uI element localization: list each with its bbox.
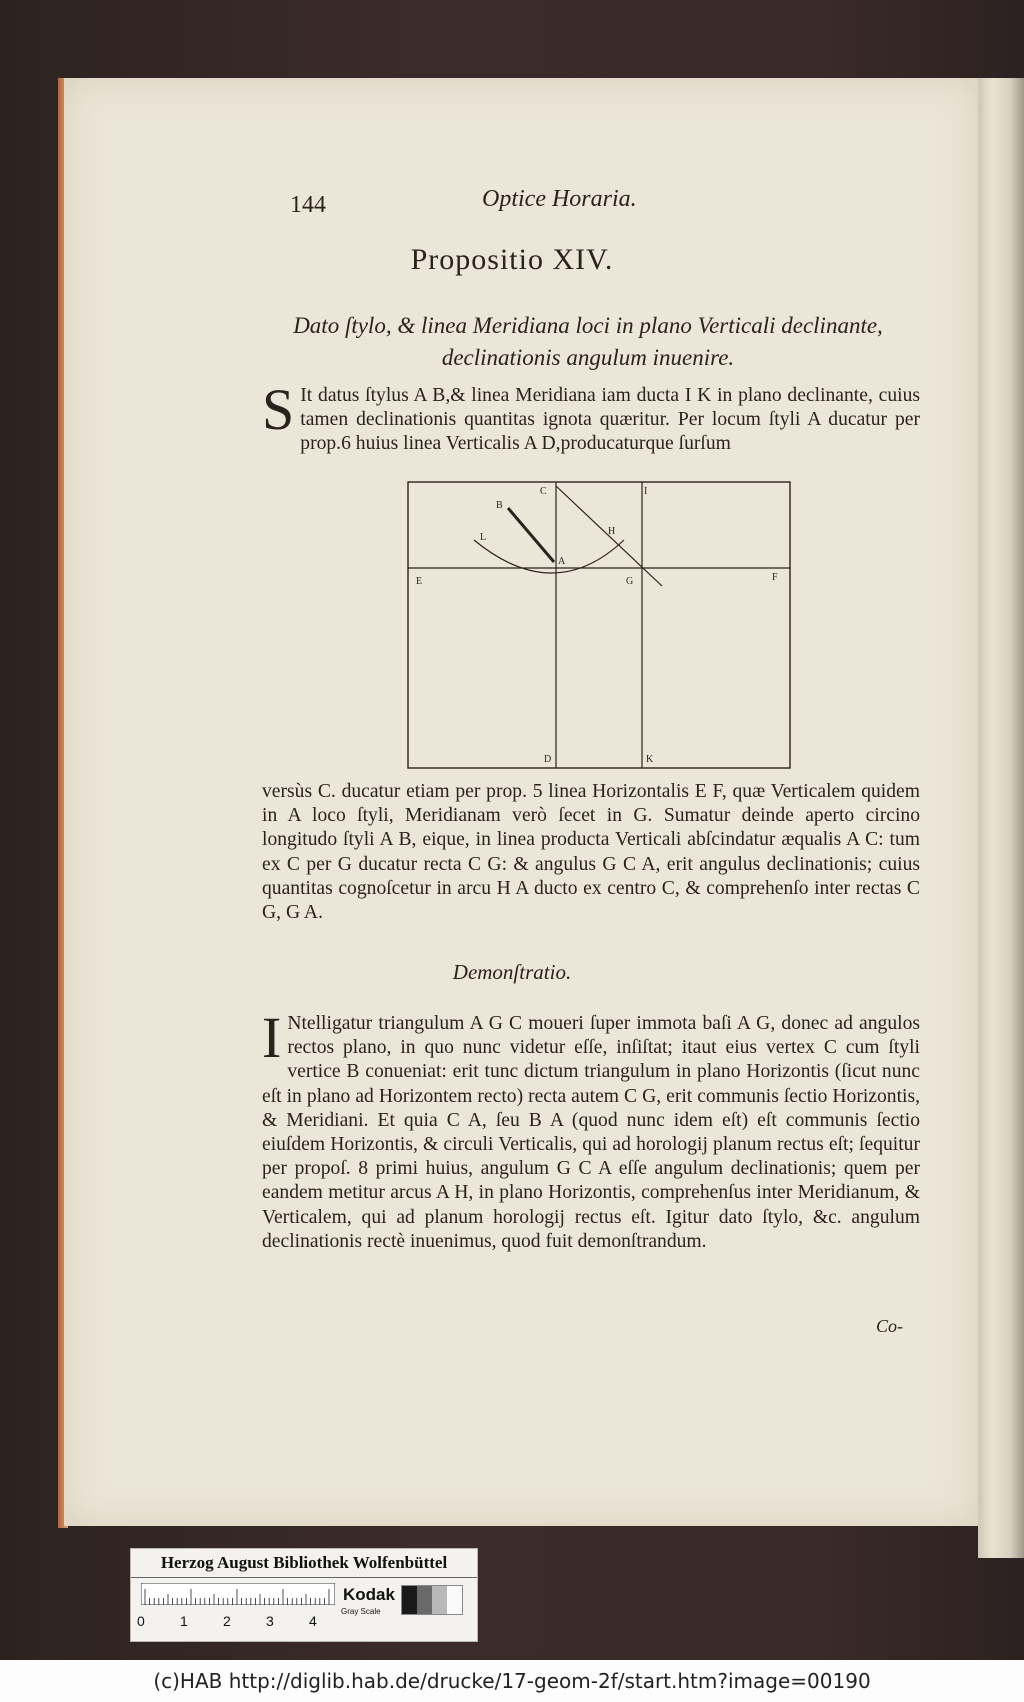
swatch-dark-gray — [417, 1586, 432, 1614]
label-K: K — [646, 754, 654, 765]
page-number: 144 — [290, 192, 326, 218]
paragraph-1-text: SIt datus ſtylus A B,& linea Meridiana iam ducta I K in plano declinante, cuius tamen declinationis quantitas ignota quæritur. Per locum ſtyli A ducatur per prop.6 huius linea Verticalis A D,producaturque ſurſum — [262, 377, 920, 455]
label-C: C — [540, 486, 547, 497]
label-D: D — [544, 754, 552, 765]
paragraph-3-text: INtelligatur triangulum A G C moueri ſuper immota baſi A G, donec ad angulos rectos plano, in quo nunc videtur eſſe, inſiſtat; itaut eius vertex C cum ſtyli vertice B conueniat: erit tunc dictum triangulum in plano Horizontis (ſicut nunc eſt in plano ad Horizontem recto) recta autem C G, erit communis ſectio Horizontis, & Meridiani. Et quia C A, ſeu B A (quod nunc idem eſt) eſt communis ſectio eiuſdem Horizontis, & circuli Verticalis, qui ad horologij planum rectus eſt; ſequitur per propoſ. 8 primi huius, angulum G C A eſſe angulum declinationis; quem per eandem metitur arcus A H, in plano Horizontis, comprehenſus inter Meridianum, & Verticalem, qui ad planum horologij rectus eſt. Igitur dato ſtylo, &c. angulum declinationis rectè inuenimus, quod fuit demonſtrandum. — [262, 1005, 920, 1252]
swatch-white — [447, 1586, 462, 1614]
paragraph-1 — [262, 377, 920, 457]
demonstration-title: Demonſtratio. — [452, 960, 572, 984]
label-L: L — [480, 532, 487, 543]
ruler-label-4: 4 — [309, 1613, 317, 1629]
label-E: E — [416, 576, 423, 587]
running-title: Optice Horaria. — [482, 186, 637, 212]
library-color-card — [130, 1548, 478, 1642]
label-A: A — [558, 556, 566, 567]
citation-footer: (c)HAB http://diglib.hab.de/drucke/17-geom-2f/start.htm?image=00190 — [0, 1660, 1024, 1702]
label-G: G — [626, 576, 634, 587]
proposition-title: Propositio XIV. — [410, 243, 614, 276]
ruler-label-0: 0 — [137, 1613, 145, 1629]
kodak-brand: Kodak — [343, 1585, 395, 1604]
label-F: F — [772, 572, 778, 583]
swatch-black — [402, 1586, 417, 1614]
proposition-enunciation: Dato ſtylo, & linea Meridiana loci in plano Verticali declinante, declinationis angulum inuenire. — [293, 313, 883, 370]
catchword: Co- — [876, 1316, 903, 1336]
swatch-light-gray — [432, 1586, 447, 1614]
label-I: I — [644, 486, 648, 497]
label-B: B — [496, 500, 503, 511]
facing-page-edge — [978, 78, 1024, 1558]
gray-swatches — [401, 1585, 463, 1615]
ruler-scale — [141, 1583, 335, 1605]
ruler-label-3: 3 — [266, 1613, 274, 1629]
paragraph-3 — [262, 1005, 920, 1254]
figure-frame — [408, 482, 790, 768]
ruler-label-2: 2 — [223, 1613, 231, 1629]
paragraph-2: versùs C. ducatur etiam per prop. 5 linea Horizontalis E F, quæ Verticalem quidem in A loco ſtyli, Meridianam verò ſecet in G. Sumatur deinde aperto circino longitudo ſtyli A B, eique, in linea producta Verticali abſcindatur æqualis A C: tum ex C per G ducatur recta C G: & angulus G C A, erit angulus declinationis; cuius quantitas cognoſcetur in arcu H A ducto ex centro C, & comprehenſo inter rectas C G, G A. — [262, 781, 920, 924]
label-H: H — [608, 526, 616, 537]
geometric-figure — [404, 478, 794, 772]
stylus-AB — [508, 508, 554, 562]
ruler-label-1: 1 — [180, 1613, 188, 1629]
library-name: Herzog August Bibliothek Wolfenbüttel — [131, 1549, 477, 1578]
gray-scale-caption: Gray Scale — [341, 1607, 381, 1616]
